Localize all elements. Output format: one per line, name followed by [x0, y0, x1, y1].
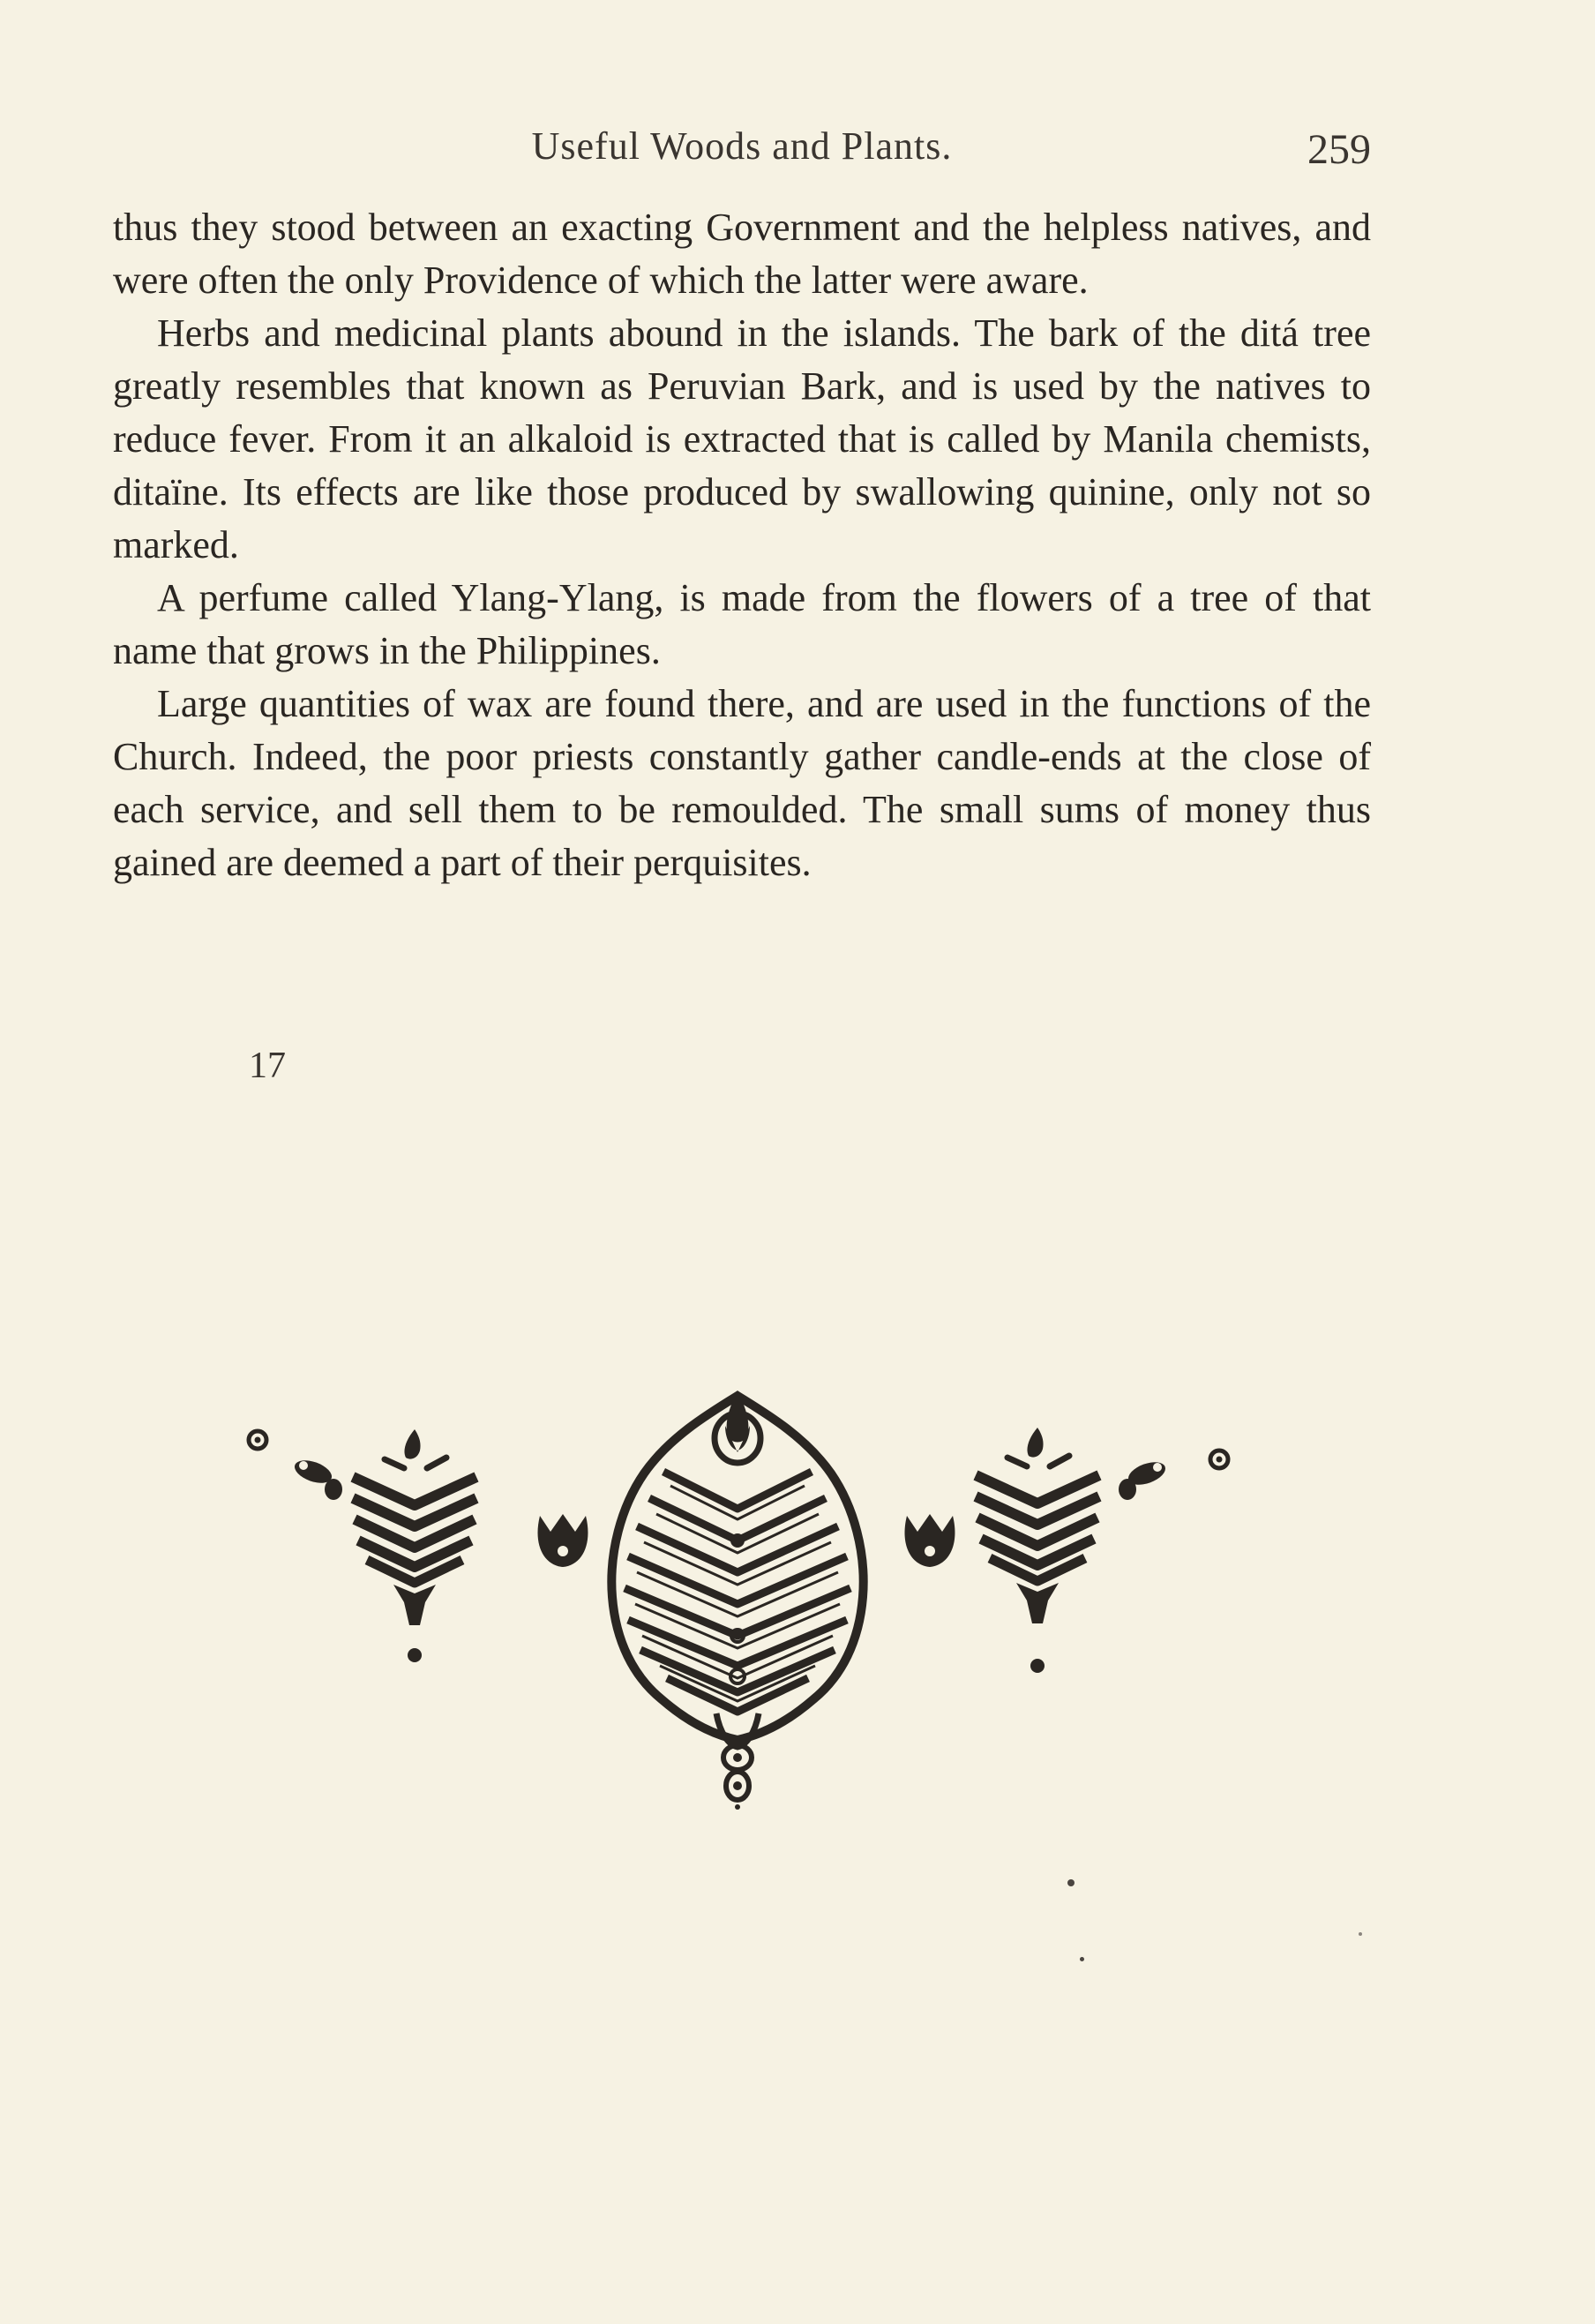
- running-head: [113, 124, 1371, 176]
- decorative-ornament-icon: [229, 1376, 1270, 1835]
- tulip-ornament-left: [538, 1514, 588, 1567]
- paragraph-2: Herbs and medicinal plants abound in the islands. The bark of the ditá tree greatly resembles that known as Peruvian Bark, and is used by the natives to reduce fever. From it an alkaloid is extracted that is called by Manila chemists, ditaïne. Its effects are like those produced by swallowing quinine, only not so marked.: [113, 311, 1371, 566]
- chevron-spray-right: [976, 1428, 1099, 1673]
- paragraph-3: A perfume called Ylang-Ylang, is made from the flowers of a tree of that name that grows in the Philippines.: [113, 576, 1371, 672]
- running-title: Useful Woods and Plants.: [531, 124, 953, 168]
- curl-ornament-left: [292, 1456, 342, 1500]
- chevron-spray-left: [353, 1429, 476, 1662]
- ink-speck: [1067, 1879, 1075, 1886]
- ink-speck: [1359, 1932, 1362, 1936]
- page-number: 259: [1307, 126, 1371, 173]
- small-circle-ornament-right: [1210, 1451, 1228, 1468]
- paragraph-4: Large quantities of wax are found there, and are used in the functions of the Church. Indeed, the poor priests constantly gather candle-ends at the close of each service, and sell them to be remoulded. The small sums of money thus gained are deemed a part of their perquisites.: [113, 682, 1371, 884]
- small-circle-ornament-left: [249, 1431, 266, 1449]
- body-text: [113, 201, 1371, 889]
- ink-speck: [1080, 1957, 1084, 1961]
- signature-mark: 17: [249, 1046, 286, 1086]
- curl-ornament-right: [1119, 1458, 1168, 1500]
- tulip-ornament-right: [905, 1514, 955, 1567]
- central-leaf-ornament: [611, 1391, 863, 1810]
- paragraph-1: thus they stood between an exacting Government and the helpless natives, and were often the only Providence of which the latter were aware.: [113, 206, 1371, 302]
